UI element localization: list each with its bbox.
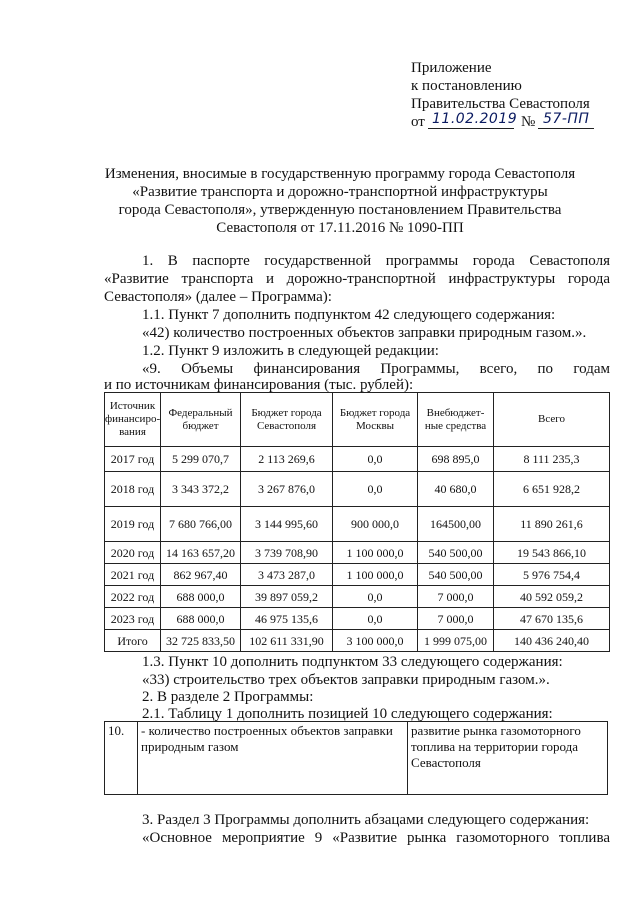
cell-sevastopol: 46 975 135,6	[241, 608, 333, 630]
paragraph-2: 2. В разделе 2 Программы:	[142, 689, 314, 705]
number-underline	[538, 128, 594, 129]
table-header-row	[105, 393, 610, 447]
appendix-label: Приложение	[411, 60, 492, 76]
cell-sevastopol: 2 113 269,6	[241, 447, 333, 472]
cell-sevastopol: 3 739 708,90	[241, 542, 333, 564]
cell-indicator: - количество построенных объектов заправки природным газом	[138, 722, 408, 795]
paragraph-1-line-3: Севастополя» (далее – Программа):	[104, 289, 332, 305]
cell-position-number: 10.	[105, 722, 138, 795]
header-moscow: Бюджет города Москвы	[333, 393, 418, 447]
paragraph-42: «42) количество построенных объектов заправки природным газом.».	[142, 325, 587, 341]
cell-year: 2023 год	[105, 608, 161, 630]
title-line-2: «Развитие транспорта и дорожно-транспортной инфраструктуры	[132, 184, 548, 200]
table-row	[105, 722, 608, 795]
table-row	[105, 542, 610, 564]
cell-federal: 32 725 833,50	[161, 630, 241, 652]
cell-total: 47 670 135,6	[494, 608, 610, 630]
cell-sevastopol: 3 267 876,0	[241, 472, 333, 507]
cell-extrabudget: 7 000,0	[418, 586, 494, 608]
financing-table	[104, 392, 610, 652]
cell-moscow: 900 000,0	[333, 507, 418, 542]
cell-sevastopol: 3 473 287,0	[241, 564, 333, 586]
paragraph-33: «33) строительство трех объектов заправки природным газом.».	[142, 672, 550, 688]
cell-extrabudget: 1 999 075,00	[418, 630, 494, 652]
table-row	[105, 608, 610, 630]
cell-direction: развитие рынка газомоторного топлива на территории города Севастополя	[408, 722, 608, 795]
paragraph-1-1: 1.1. Пункт 7 дополнить подпунктом 42 следующего содержания:	[142, 307, 556, 323]
cell-year: 2021 год	[105, 564, 161, 586]
header-federal: Федеральный бюджет	[161, 393, 241, 447]
cell-extrabudget: 540 500,00	[418, 564, 494, 586]
paragraph-9-line-1: «9. Объемы финансирования Программы, всего, по годам	[142, 361, 610, 377]
cell-federal: 3 343 372,2	[161, 472, 241, 507]
cell-moscow: 1 100 000,0	[333, 564, 418, 586]
cell-total: 8 111 235,3	[494, 447, 610, 472]
cell-total: 5 976 754,4	[494, 564, 610, 586]
title-line-4: Севастополя от 17.11.2016 № 1090-ПП	[216, 220, 464, 236]
cell-year: 2018 год	[105, 472, 161, 507]
table-row	[105, 564, 610, 586]
cell-total: 6 651 928,2	[494, 472, 610, 507]
cell-extrabudget: 40 680,0	[418, 472, 494, 507]
cell-federal: 5 299 070,7	[161, 447, 241, 472]
cell-extrabudget: 7 000,0	[418, 608, 494, 630]
cell-federal: 688 000,0	[161, 608, 241, 630]
cell-extrabudget: 164500,00	[418, 507, 494, 542]
cell-sevastopol: 3 144 995,60	[241, 507, 333, 542]
table-row	[105, 472, 610, 507]
header-source: Источник финансиро-вания	[105, 393, 161, 447]
cell-year: Итого	[105, 630, 161, 652]
date-prefix: от	[411, 114, 425, 130]
cell-total: 40 592 059,2	[494, 586, 610, 608]
table-row	[105, 507, 610, 542]
title-line-3: города Севастополя», утвержденную постановлением Правительства	[118, 202, 562, 218]
cell-total: 19 543 866,10	[494, 542, 610, 564]
handwritten-number: 57-ПП	[543, 111, 590, 127]
paragraph-2-1: 2.1. Таблицу 1 дополнить позицией 10 следующего содержания:	[142, 706, 553, 722]
paragraph-9-line-2: и по источникам финансирования (тыс. рублей):	[104, 377, 414, 393]
header-total: Всего	[494, 393, 610, 447]
cell-extrabudget: 698 895,0	[418, 447, 494, 472]
title-line-1: Изменения, вносимые в государственную программу города Севастополя	[104, 166, 576, 182]
paragraph-3: 3. Раздел 3 Программы дополнить абзацами следующего содержания:	[142, 812, 590, 828]
cell-year: 2019 год	[105, 507, 161, 542]
date-underline	[428, 128, 514, 129]
cell-total: 11 890 261,6	[494, 507, 610, 542]
cell-federal: 688 000,0	[161, 586, 241, 608]
government-label: Правительства Севастополя	[411, 96, 590, 112]
cell-moscow: 0,0	[333, 586, 418, 608]
paragraph-main-event-9: «Основное мероприятие 9 «Развитие рынка газомоторного топлива	[142, 830, 610, 846]
cell-federal: 7 680 766,00	[161, 507, 241, 542]
table-total-row	[105, 630, 610, 652]
cell-federal: 14 163 657,20	[161, 542, 241, 564]
cell-moscow: 0,0	[333, 447, 418, 472]
handwritten-date: 11.02.2019	[432, 111, 518, 127]
position-10-table	[104, 721, 608, 795]
cell-total: 140 436 240,40	[494, 630, 610, 652]
cell-year: 2022 год	[105, 586, 161, 608]
header-extrabudget: Внебюджет-ные средства	[418, 393, 494, 447]
paragraph-1-3: 1.3. Пункт 10 дополнить подпунктом 33 следующего содержания:	[142, 654, 563, 670]
cell-sevastopol: 39 897 059,2	[241, 586, 333, 608]
paragraph-1-2: 1.2. Пункт 9 изложить в следующей редакции:	[142, 343, 439, 359]
cell-year: 2017 год	[105, 447, 161, 472]
cell-sevastopol: 102 611 331,90	[241, 630, 333, 652]
paragraph-1-line-1: 1. В паспорте государственной программы города Севастополя	[142, 253, 610, 269]
cell-moscow: 0,0	[333, 472, 418, 507]
table-row	[105, 586, 610, 608]
paragraph-1-line-2: «Развитие транспорта и дорожно-транспортной инфраструктуры города	[104, 271, 610, 287]
number-prefix: №	[521, 114, 536, 130]
cell-moscow: 3 100 000,0	[333, 630, 418, 652]
cell-moscow: 0,0	[333, 608, 418, 630]
cell-federal: 862 967,40	[161, 564, 241, 586]
header-sevastopol: Бюджет города Севастополя	[241, 393, 333, 447]
cell-moscow: 1 100 000,0	[333, 542, 418, 564]
resolution-label: к постановлению	[411, 78, 522, 94]
cell-extrabudget: 540 500,00	[418, 542, 494, 564]
table-row	[105, 447, 610, 472]
cell-year: 2020 год	[105, 542, 161, 564]
